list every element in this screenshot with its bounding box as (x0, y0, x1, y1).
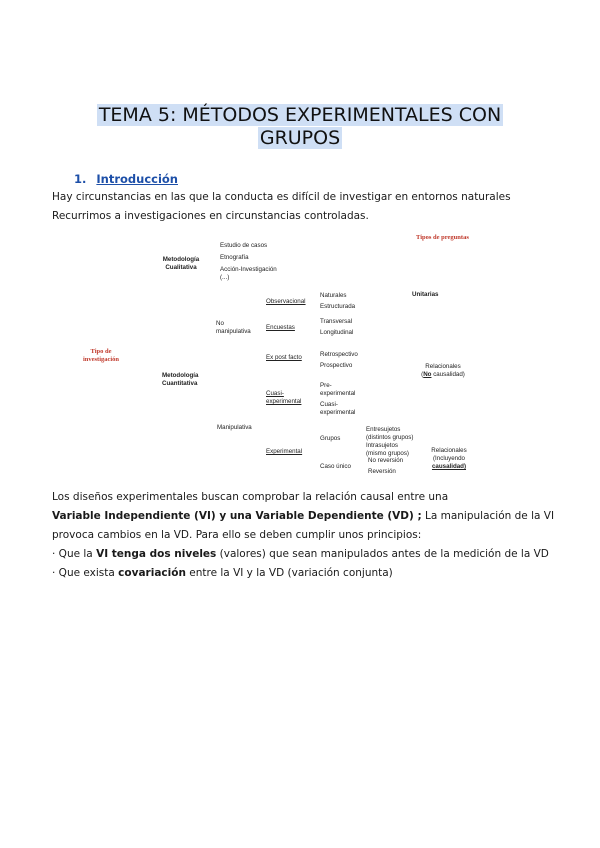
diagram-label: Metodología Cualitativa (162, 256, 200, 271)
diagram-label: Tipos de preguntas (416, 234, 469, 241)
diagram-label: Caso único (320, 463, 351, 470)
diagram-label: Experimental (266, 448, 303, 455)
diagram-label: Unitarias (412, 291, 439, 298)
diagram-label: Grupos (320, 435, 341, 442)
diagram-label: (...) (220, 274, 230, 281)
diagram-label: Longitudinal (320, 329, 354, 336)
page-title (0, 104, 600, 150)
title-line-2: GRUPOS (259, 127, 341, 149)
section-number: 1. (74, 172, 87, 186)
section-label: Introducción (96, 172, 178, 186)
diagram-label: Ex post facto (266, 354, 302, 361)
diagram-label: Relacionales (No causalidad) (421, 363, 465, 378)
diagram-label: Relacionales (Incluyendo causalidad) (431, 447, 467, 470)
diagram-label: Cuasi- experimental (320, 401, 356, 416)
body-line-1: Los diseños experimentales buscan comprobar la relación causal entre una (52, 491, 449, 503)
diagram-label: Encuestas (266, 324, 295, 331)
title-line-1: TEMA 5: MÉTODOS EXPERIMENTALES CON (98, 104, 502, 126)
diagram-label: Metodología Cuantitativa (162, 372, 199, 387)
diagram-label: Estudio de casos (220, 242, 268, 249)
diagram-label: Transversal (320, 318, 353, 325)
diagram-label: Tipo de investigación (82, 348, 120, 363)
diagram-label: Cuasi- experimental (266, 390, 302, 405)
body-line-3: provoca cambios en la VD. Para ello se deben cumplir unos principios: (52, 529, 422, 541)
diagram-label: Reversión (368, 468, 396, 475)
diagram-label: Pre- experimental (320, 382, 356, 397)
diagram-label: Retrospectivo (320, 351, 358, 358)
diagram-label: No manipulativa (216, 320, 251, 335)
section-heading (74, 172, 178, 186)
diagram-label: No reversión (368, 457, 404, 464)
diagram-label: Etnografía (220, 254, 249, 261)
diagram-label: Manipulativa (217, 424, 252, 431)
body-bullet-1: · Que la VI tenga dos niveles (valores) que sean manipulados antes de la medición de la VD (52, 548, 549, 560)
diagram-label: Observacional (266, 298, 306, 305)
diagram-label: Estructurada (320, 303, 356, 310)
diagram-label: Prospectivo (320, 362, 353, 369)
diagram-label: Naturales (320, 292, 347, 299)
body-line-2: Variable Independiente (VI) y una Variable Dependiente (VD) ; La manipulación de la VI (52, 510, 555, 522)
intro-paragraph-1: Hay circunstancias en las que la conducta es difícil de investigar en entornos naturales (52, 191, 511, 203)
intro-paragraph-2: Recurrimos a investigaciones en circunstancias controladas. (52, 210, 369, 222)
body-bullet-2: · Que exista covariación entre la VI y la VD (variación conjunta) (52, 567, 393, 579)
diagram-label: Acción-Investigación (220, 266, 277, 273)
diagram-label: Entresujetos (distintos grupos) Intrasujetos (mismo grupos) (366, 426, 414, 457)
